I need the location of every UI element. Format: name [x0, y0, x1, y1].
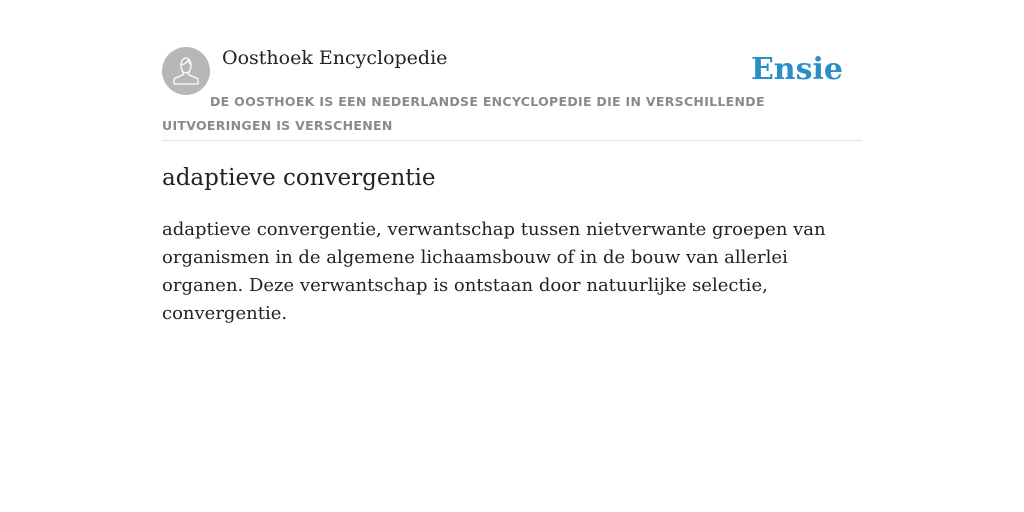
tagline: DE OOSTHOEK IS EEN NEDERLANDSE ENCYCLOPEDIE DIE IN VERSCHILLENDE UITVOERINGEN IS VERSCHENEN	[162, 94, 765, 133]
brand-logo[interactable]: Ensie	[750, 52, 843, 87]
page-header	[162, 46, 862, 141]
user-silhouette-icon	[162, 47, 210, 95]
site-name[interactable]: Oosthoek Encyclopedie	[222, 47, 448, 69]
avatar[interactable]	[162, 47, 210, 95]
article-title: adaptieve convergentie	[162, 165, 436, 191]
article-body: adaptieve convergentie, verwantschap tussen nietverwante groepen van organismen in de algemene lichaamsbouw of in de bouw van allerlei organen. Deze verwantschap is ontstaan door natuurlijke selectie, convergentie.	[162, 219, 826, 324]
